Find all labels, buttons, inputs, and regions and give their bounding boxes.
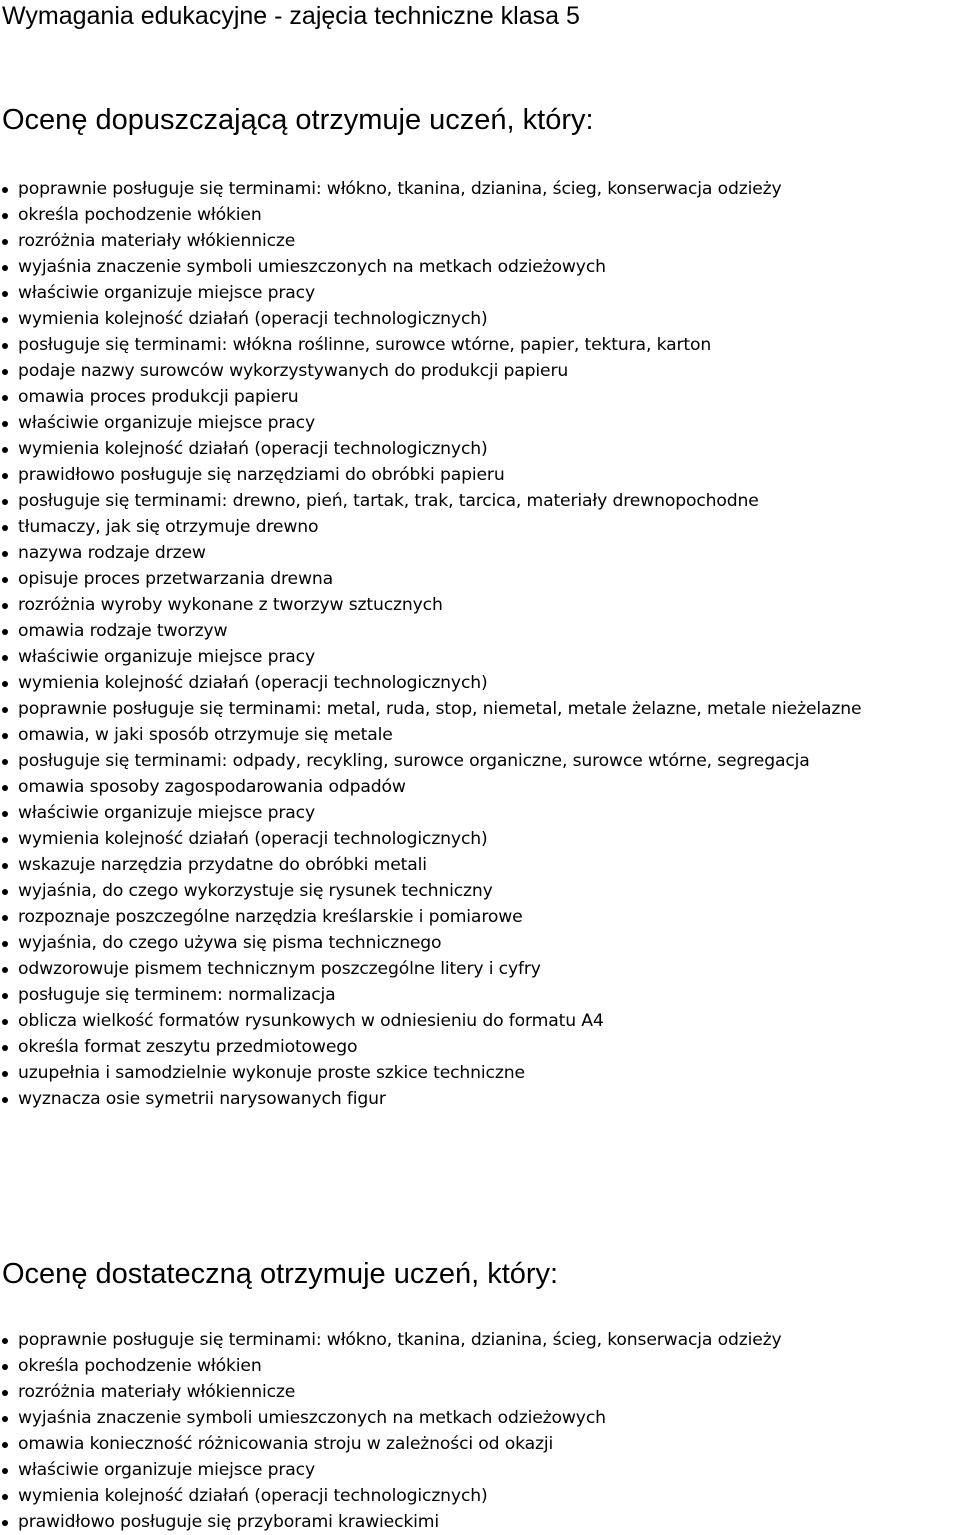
- list-item: rozpoznaje poszczególne narzędzia kreślarskie i pomiarowe: [0, 904, 861, 930]
- list-item: rozróżnia materiały włókiennicze: [0, 228, 861, 254]
- list-item: właściwie organizuje miejsce pracy: [0, 644, 861, 670]
- page-title: Wymagania edukacyjne - zajęcia techniczne klasa 5: [2, 2, 580, 30]
- list-item: posługuje się terminami: odpady, recykling, surowce organiczne, surowce wtórne, segregacja: [0, 748, 861, 774]
- list-item: wymienia kolejność działań (operacji technologicznych): [0, 826, 861, 852]
- list-item: uzupełnia i samodzielnie wykonuje proste szkice techniczne: [0, 1060, 861, 1086]
- criteria-list-dostateczna: [0, 1327, 782, 1535]
- list-item: odwzorowuje pismem technicznym poszczególne litery i cyfry: [0, 956, 861, 982]
- list-item: omawia rodzaje tworzyw: [0, 618, 861, 644]
- list-item: wyjaśnia znaczenie symboli umieszczonych na metkach odzieżowych: [0, 254, 861, 280]
- list-item: właściwie organizuje miejsce pracy: [0, 800, 861, 826]
- list-item: określa pochodzenie włókien: [0, 202, 861, 228]
- list-item: omawia proces produkcji papieru: [0, 384, 861, 410]
- list-item: określa pochodzenie włókien: [0, 1353, 782, 1379]
- list-item: wyznacza osie symetrii narysowanych figur: [0, 1086, 861, 1112]
- list-item: poprawnie posługuje się terminami: włókno, tkanina, dzianina, ścieg, konserwacja odzieży: [0, 176, 861, 202]
- list-item: wyjaśnia znaczenie symboli umieszczonych na metkach odzieżowych: [0, 1405, 782, 1431]
- list-item: wymienia kolejność działań (operacji technologicznych): [0, 306, 861, 332]
- list-item: właściwie organizuje miejsce pracy: [0, 280, 861, 306]
- list-item: omawia sposoby zagospodarowania odpadów: [0, 774, 861, 800]
- list-item: prawidłowo posługuje się przyborami krawieckimi: [0, 1509, 782, 1535]
- list-item: prawidłowo posługuje się narzędziami do obróbki papieru: [0, 462, 861, 488]
- list-item: wskazuje narzędzia przydatne do obróbki metali: [0, 852, 861, 878]
- list-item: tłumaczy, jak się otrzymuje drewno: [0, 514, 861, 540]
- list-item: omawia, w jaki sposób otrzymuje się metale: [0, 722, 861, 748]
- list-item: wymienia kolejność działań (operacji technologicznych): [0, 1483, 782, 1509]
- list-item: posługuje się terminem: normalizacja: [0, 982, 861, 1008]
- criteria-list-dopuszczajaca: [0, 176, 861, 1112]
- list-item: nazywa rodzaje drzew: [0, 540, 861, 566]
- list-item: rozróżnia materiały włókiennicze: [0, 1379, 782, 1405]
- list-item: opisuje proces przetwarzania drewna: [0, 566, 861, 592]
- list-item: oblicza wielkość formatów rysunkowych w odniesieniu do formatu A4: [0, 1008, 861, 1034]
- list-item: wymienia kolejność działań (operacji technologicznych): [0, 670, 861, 696]
- list-item: wyjaśnia, do czego wykorzystuje się rysunek techniczny: [0, 878, 861, 904]
- list-item: poprawnie posługuje się terminami: metal, ruda, stop, niemetal, metale żelazne, metale nieżelazne: [0, 696, 861, 722]
- section-heading-dopuszczajaca: Ocenę dopuszczającą otrzymuje uczeń, który:: [2, 104, 594, 136]
- list-item: posługuje się terminami: włókna roślinne, surowce wtórne, papier, tektura, karton: [0, 332, 861, 358]
- list-item: właściwie organizuje miejsce pracy: [0, 1457, 782, 1483]
- list-item: omawia konieczność różnicowania stroju w zależności od okazji: [0, 1431, 782, 1457]
- list-item: rozróżnia wyroby wykonane z tworzyw sztucznych: [0, 592, 861, 618]
- section-heading-dostateczna: Ocenę dostateczną otrzymuje uczeń, który:: [2, 1258, 559, 1290]
- list-item: właściwie organizuje miejsce pracy: [0, 410, 861, 436]
- list-item: posługuje się terminami: drewno, pień, tartak, trak, tarcica, materiały drewnopochodne: [0, 488, 861, 514]
- list-item: określa format zeszytu przedmiotowego: [0, 1034, 861, 1060]
- list-item: wymienia kolejność działań (operacji technologicznych): [0, 436, 861, 462]
- list-item: wyjaśnia, do czego używa się pisma technicznego: [0, 930, 861, 956]
- list-item: poprawnie posługuje się terminami: włókno, tkanina, dzianina, ścieg, konserwacja odzieży: [0, 1327, 782, 1353]
- list-item: podaje nazwy surowców wykorzystywanych do produkcji papieru: [0, 358, 861, 384]
